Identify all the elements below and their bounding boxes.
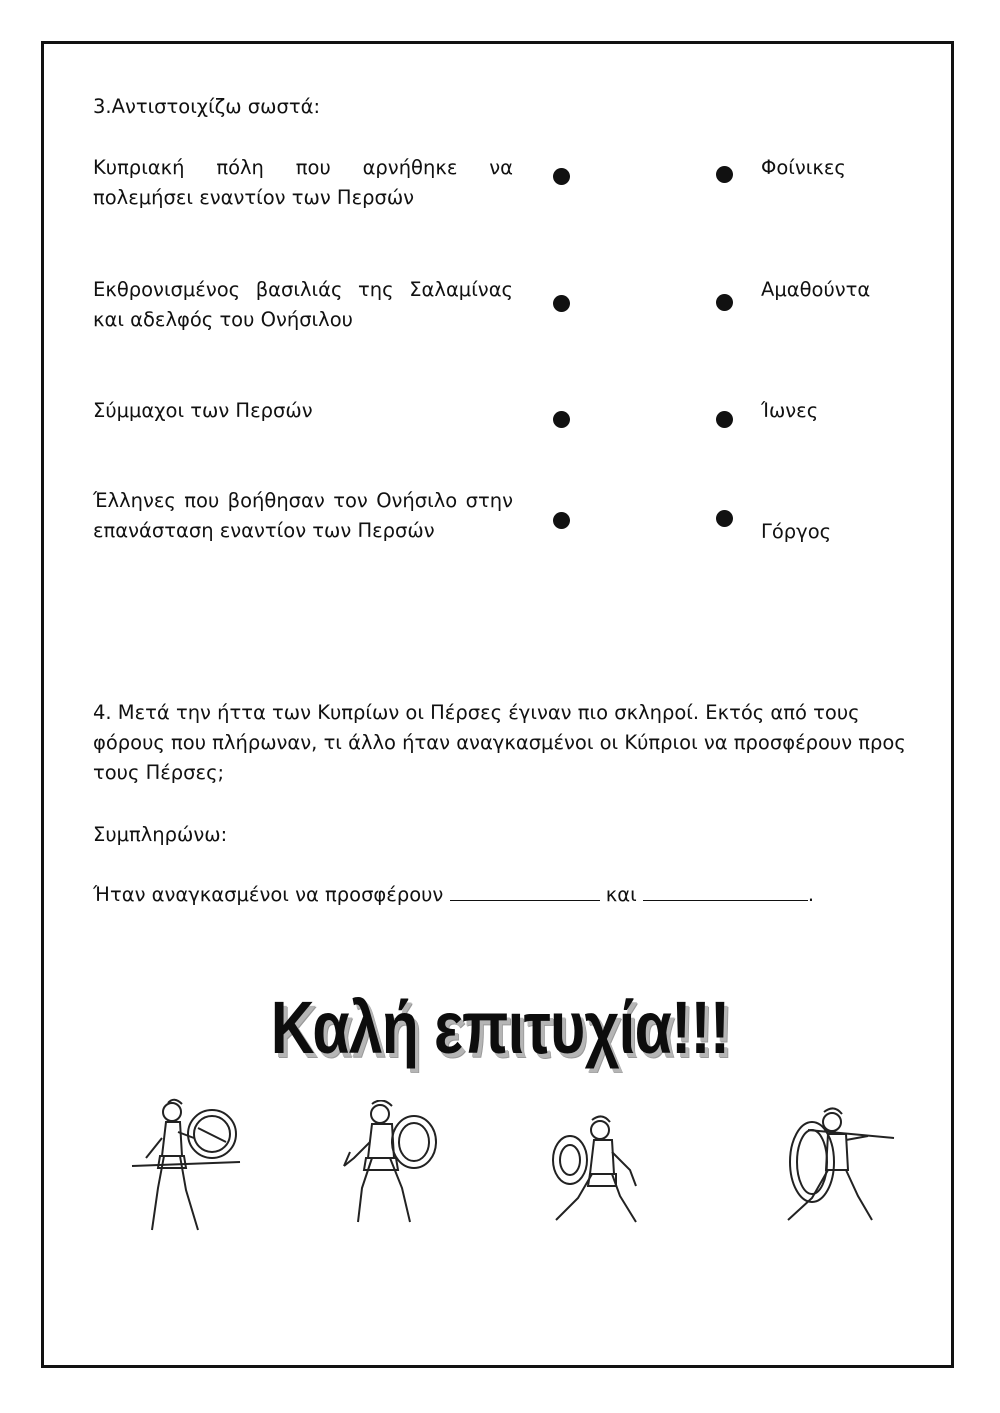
fill-in-sentence bbox=[93, 880, 814, 910]
warrior-with-spear-icon bbox=[128, 1098, 244, 1238]
left-match-dot-4[interactable] bbox=[553, 512, 570, 529]
sentence-start: Ήταν αναγκασμένοι να προσφέρουν bbox=[93, 883, 450, 906]
exercise-4-question: 4. Μετά την ήττα των Κυπρίων οι Πέρσες έγιναν πιο σκληροί. Εκτός από τους φόρους που πλήρωναν, τι άλλο ήταν αναγκασμένοι οι Κύπριοι να προσφέρουν προς τους Πέρσες; bbox=[93, 701, 906, 784]
right-item-3: Ίωνες bbox=[761, 399, 819, 422]
left-match-dot-1[interactable] bbox=[553, 168, 570, 185]
left-match-dot-3[interactable] bbox=[553, 411, 570, 428]
left-item-4: Έλληνες που βοήθησαν τον Ονήσιλο στην επανάσταση εναντίον των Περσών bbox=[93, 489, 513, 542]
warrior-with-shield-and-spear-icon bbox=[768, 1106, 896, 1226]
blank-2[interactable] bbox=[643, 880, 808, 901]
exercise-3-heading: 3.Αντιστοιχίζω σωστά: bbox=[93, 95, 321, 118]
left-item-1: Κυπριακή πόλη που αρνήθηκε να πολεμήσει εναντίον των Περσών bbox=[93, 156, 513, 209]
left-item-2: Εκθρονισμένος βασιλιάς της Σαλαμίνας και αδελφός του Ονήσιλου bbox=[93, 278, 513, 331]
right-match-dot-2[interactable] bbox=[716, 294, 733, 311]
right-match-dot-1[interactable] bbox=[716, 166, 733, 183]
kneeling-warrior-icon bbox=[550, 1112, 646, 1230]
warrior-with-sword-icon bbox=[340, 1100, 446, 1228]
right-match-dot-3[interactable] bbox=[716, 411, 733, 428]
exercise-4-instruction: Συμπληρώνω: bbox=[93, 823, 228, 846]
right-item-1: Φοίνικες bbox=[761, 156, 846, 179]
left-item-3: Σύμμαχοι των Περσών bbox=[93, 399, 313, 422]
sentence-and: και bbox=[599, 883, 643, 906]
left-match-dot-2[interactable] bbox=[553, 295, 570, 312]
right-match-dot-4[interactable] bbox=[716, 510, 733, 527]
right-item-4: Γόργος bbox=[761, 520, 832, 543]
blank-1[interactable] bbox=[450, 880, 600, 901]
sentence-end: . bbox=[807, 883, 815, 906]
right-item-2: Αμαθούντα bbox=[761, 278, 871, 301]
good-luck-title: Καλή επιτυχία!!! bbox=[270, 986, 730, 1069]
